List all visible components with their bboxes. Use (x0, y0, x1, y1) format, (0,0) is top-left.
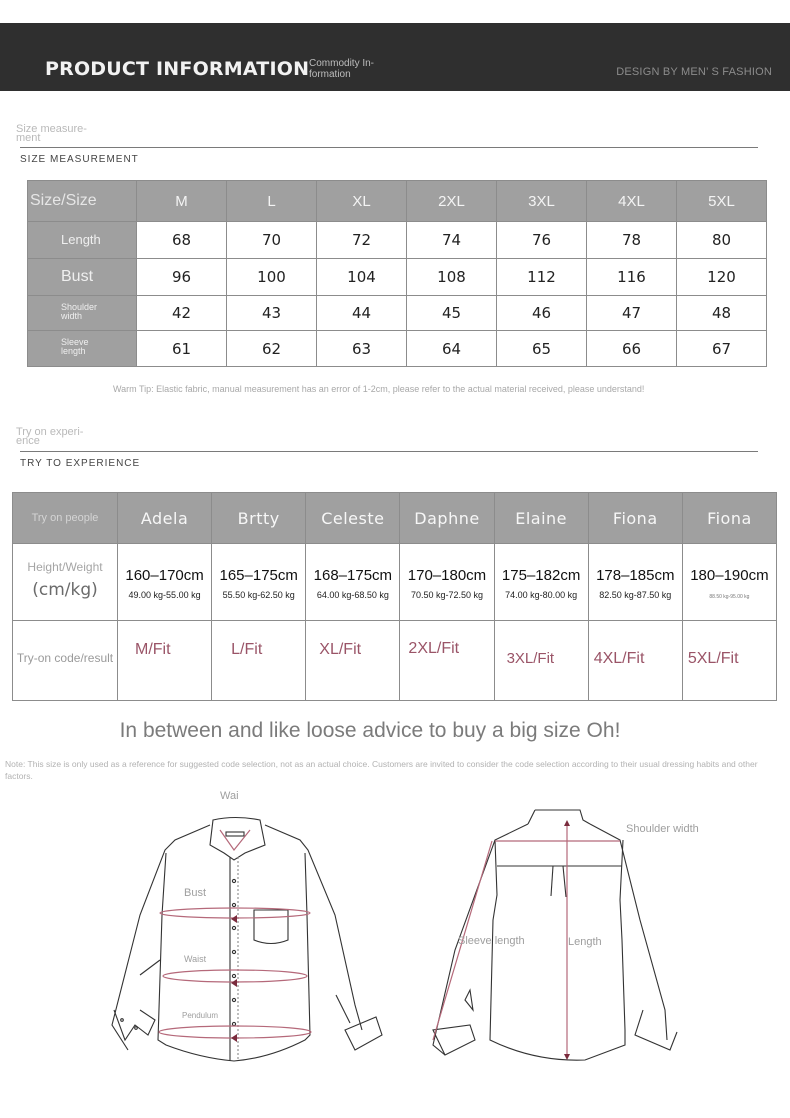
weight-range: 74.00 kg-80.00 kg (505, 589, 578, 600)
table-cell: 72 (317, 222, 407, 259)
table-cell: 67 (677, 331, 767, 367)
table-cell: 45 (407, 296, 497, 331)
height-range: 168–175cm (313, 566, 393, 584)
table-cell: 42 (137, 296, 227, 331)
row-label-sleeve-length: Sleeve length (61, 337, 89, 356)
height-range: 160–170cm (125, 566, 204, 584)
fit-result: 2XL/Fit (408, 640, 460, 657)
warm-tip: Warm Tip: Elastic fabric, manual measurement has an error of 1-2cm, please refer to the actual material received, please understand! (113, 384, 645, 394)
page-title: PRODUCT INFORMATION (45, 58, 310, 80)
weight-range: 70.50 kg-72.50 kg (410, 589, 484, 600)
person-name: Daphne (400, 493, 494, 544)
weight-range: 64.00 kg-68.50 kg (316, 589, 389, 600)
header-subtitle: Commodity In-formation (309, 58, 375, 80)
size-section-heading-secondary: Size measure-ment (16, 123, 87, 144)
try-section-heading-secondary: Try on experi-ence (16, 426, 84, 447)
fit-result: L/Fit (231, 641, 263, 658)
height-range: 165–175cm (219, 566, 298, 584)
fit-result: M/Fit (135, 641, 171, 658)
table-cell: 100 (227, 259, 317, 296)
fit-result: 5XL/Fit (687, 650, 739, 667)
row-label-length: Length (61, 232, 101, 247)
height-range: 175–182cm (501, 566, 581, 584)
shirt-front-diagram-icon (100, 795, 410, 1075)
fit-result: 4XL/Fit (593, 650, 645, 667)
person-name: Elaine (494, 493, 588, 544)
table-cell: 62 (227, 331, 317, 367)
table-cell: 74 (407, 222, 497, 259)
size-col-header: 2XL (407, 181, 497, 222)
unit-label: (cm/kg) (32, 580, 98, 600)
person-name: Celeste (306, 493, 400, 544)
diagram-label-waist: Waist (184, 954, 207, 964)
table-cell: 44 (317, 296, 407, 331)
height-range: 170–180cm (407, 566, 487, 584)
table-cell: 76 (497, 222, 587, 259)
person-name: Adela (118, 493, 212, 544)
size-header-row (28, 181, 767, 222)
table-row (28, 222, 767, 259)
table-cell: 65 (497, 331, 587, 367)
height-range: 180–190cm (690, 566, 769, 584)
table-cell: 70 (227, 222, 317, 259)
fit-result: 3XL/Fit (506, 650, 555, 667)
table-cell: 112 (497, 259, 587, 296)
brand-tagline: DESIGN BY MEN’ S FASHION (616, 66, 772, 78)
person-name: Brtty (212, 493, 306, 544)
header-bar (0, 23, 790, 91)
diagram-label-collar: Wai (220, 790, 239, 802)
table-cell: 48 (677, 296, 767, 331)
diagram-label-pendulum: Pendulum (182, 1011, 219, 1020)
table-cell: 68 (137, 222, 227, 259)
diagram-label-sleeve-length: Sleeve length (458, 935, 525, 947)
try-section-heading: TRY TO EXPERIENCE (20, 458, 141, 469)
weight-range: 82.50 kg-87.50 kg (599, 589, 672, 600)
table-cell: 80 (677, 222, 767, 259)
diagram-label-shoulder-width: Shoulder width (626, 823, 699, 835)
row-label-bust: Bust (61, 268, 94, 285)
height-weight-label: Height/Weight (27, 560, 103, 574)
size-section-heading: SIZE MEASUREMENT (20, 154, 139, 165)
person-name: Fiona (682, 493, 776, 544)
table-cell: 61 (137, 331, 227, 367)
table-cell: 66 (587, 331, 677, 367)
try-on-table (12, 492, 777, 701)
table-cell: 96 (137, 259, 227, 296)
try-corner-cell: Try on people (13, 493, 118, 544)
size-col-header: XL (317, 181, 407, 222)
size-corner-cell: Size/Size (28, 181, 137, 222)
sizing-advice: In between and like loose advice to buy a big size Oh! (119, 719, 621, 742)
row-label-shoulder-width: Shoulder width (61, 301, 98, 321)
table-cell: 43 (227, 296, 317, 331)
section-divider (20, 147, 758, 148)
size-col-header: M (137, 181, 227, 222)
height-range: 178–185cm (596, 566, 675, 584)
table-cell: 120 (677, 259, 767, 296)
table-row (28, 331, 767, 367)
size-chart-table (27, 180, 767, 367)
size-col-header: 5XL (677, 181, 767, 222)
table-cell: 63 (317, 331, 407, 367)
sizing-note: Note: This size is only used as a reference for suggested code selection, not as an actual choice. Customers are invited to consider the code selection according to their usual dressing habits and other factors. (5, 759, 758, 781)
weight-range: 55.50 kg-62.50 kg (222, 589, 295, 600)
size-col-header: 3XL (497, 181, 587, 222)
fit-result: XL/Fit (319, 641, 362, 658)
weight-range: 88.50 kg-95.00 kg (709, 593, 750, 600)
table-cell: 116 (587, 259, 677, 296)
table-cell: 64 (407, 331, 497, 367)
weight-range: 49.00 kg-55.00 kg (128, 589, 201, 600)
table-row (13, 544, 777, 621)
person-name: Fiona (588, 493, 682, 544)
table-cell: 78 (587, 222, 677, 259)
table-row (28, 296, 767, 331)
section-divider (20, 451, 758, 452)
try-header-row (13, 493, 777, 544)
size-col-header: L (227, 181, 317, 222)
size-col-header: 4XL (587, 181, 677, 222)
table-row (13, 621, 777, 701)
table-cell: 46 (497, 296, 587, 331)
diagram-label-bust: Bust (184, 887, 207, 899)
result-label: Try-on code/result (16, 651, 114, 665)
table-cell: 108 (407, 259, 497, 296)
table-cell: 47 (587, 296, 677, 331)
table-row (28, 259, 767, 296)
diagram-label-length: Length (568, 936, 602, 948)
table-cell: 104 (317, 259, 407, 296)
